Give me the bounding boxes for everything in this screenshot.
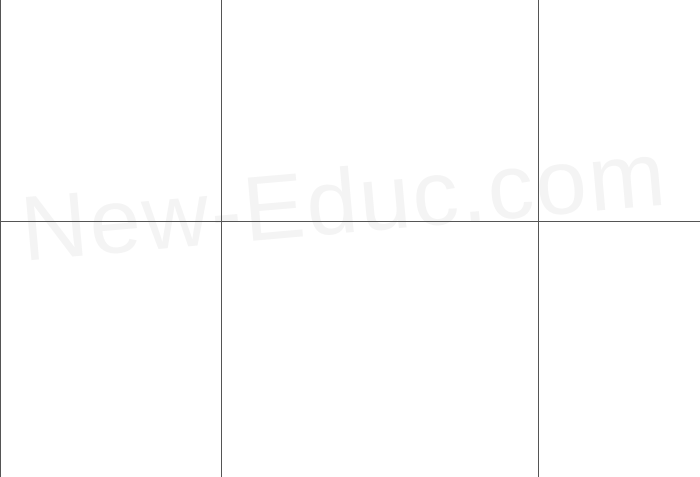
row-divider [0,221,700,222]
table-divider-2 [538,0,539,477]
watermark: New-Educ.com [16,122,671,281]
table-border-left [0,0,1,477]
table-divider-1 [221,0,222,477]
